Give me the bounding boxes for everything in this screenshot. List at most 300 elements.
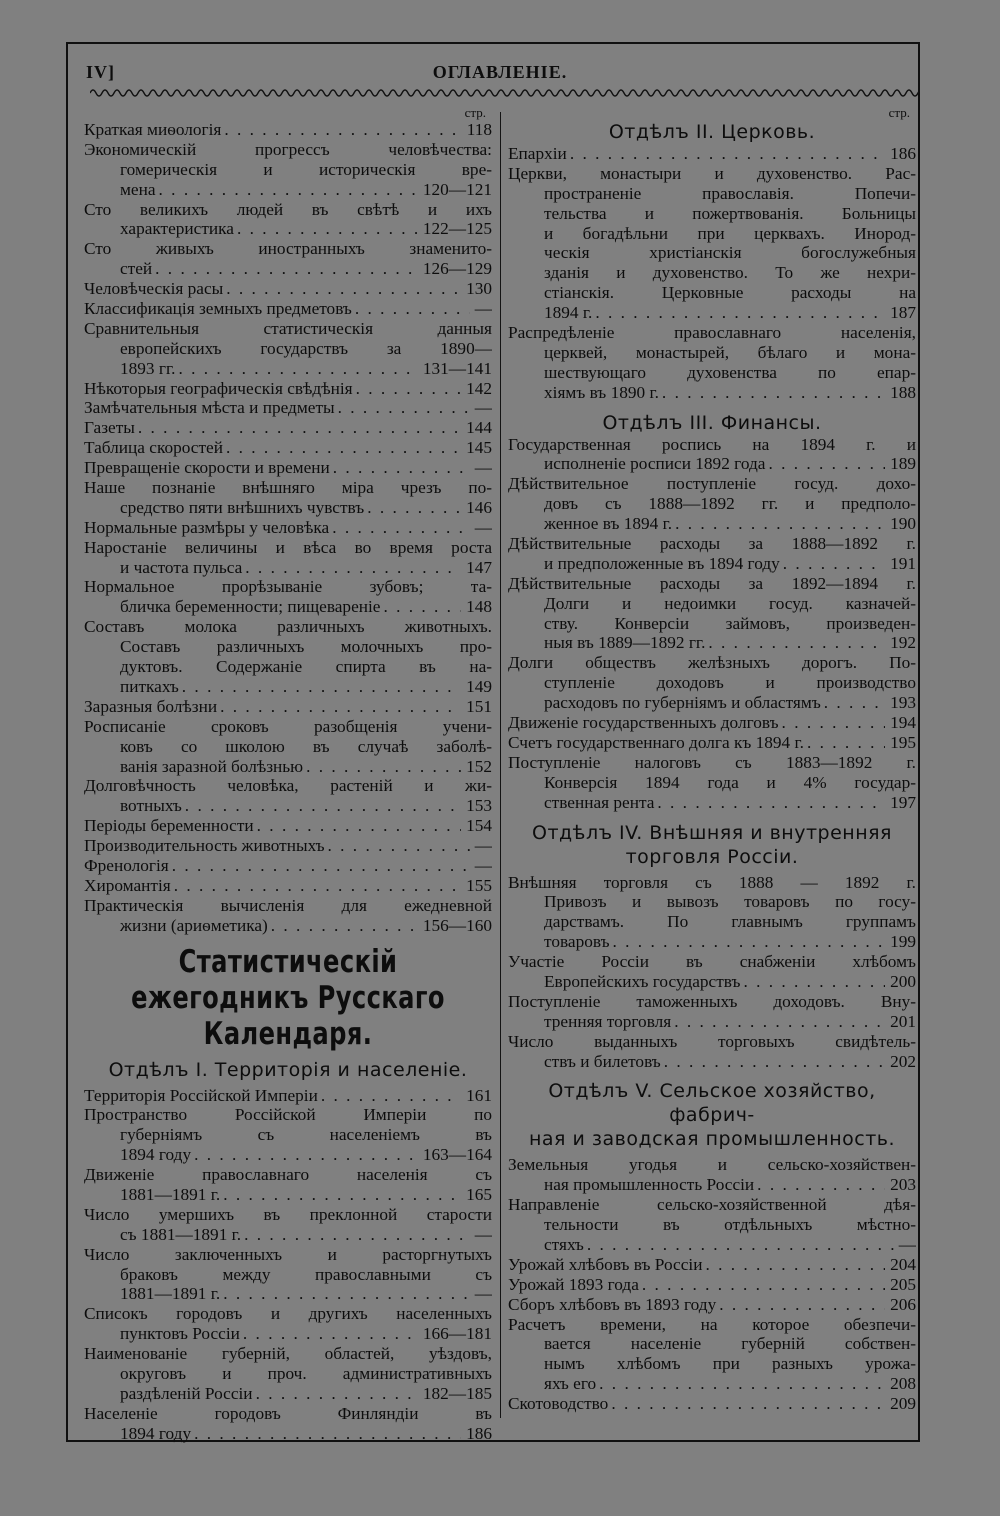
toc-page-ref: 120—121 <box>422 179 492 199</box>
toc-entry-text: Сто живыхъ иностранныхъ знаменито- <box>84 239 492 259</box>
toc-entry-text: Росписаніе сроковъ разобщенія учени- <box>84 716 492 736</box>
toc-entry-text: Замѣчательныя мѣста и предметы <box>84 398 335 418</box>
toc-entry-text: Сравнительныя статистическія данныя <box>84 318 492 338</box>
toc-entry <box>84 438 492 458</box>
toc-page-ref: 201 <box>890 1011 916 1031</box>
dot-leader <box>182 677 461 697</box>
dot-leader <box>321 1086 461 1106</box>
toc-entry-text: браковъ между православными съ <box>120 1264 492 1284</box>
toc-entry <box>508 952 916 992</box>
toc-entry-text: бличка беременности; пищевареніе <box>120 597 381 617</box>
toc-entry <box>508 992 916 1032</box>
toc-entry-text: питкахъ <box>120 676 179 696</box>
toc-entry-text: Число заключенныхъ и расторгнутыхъ <box>84 1244 492 1264</box>
running-title: ОГЛАВЛЕНІЕ. <box>432 62 568 82</box>
toc-list-section-4 <box>508 873 916 1072</box>
toc-entry <box>84 856 492 876</box>
toc-page-ref: 205 <box>890 1274 916 1294</box>
toc-entry-text: Долговѣчность человѣка, растеній и жи- <box>84 776 492 796</box>
toc-entry-text: пространеніе православія. Попечи- <box>544 183 916 203</box>
left-column <box>84 106 492 1444</box>
toc-entry <box>84 518 492 538</box>
toc-page-ref: 190 <box>890 514 916 534</box>
toc-entry <box>84 1344 492 1404</box>
toc-entry <box>84 120 492 140</box>
toc-entry-text: Земельныя угодья и сельско-хозяйствен- <box>508 1155 916 1175</box>
dot-leader <box>174 876 461 896</box>
toc-entry-text: Таблица скоростей <box>84 438 223 458</box>
toc-entry-text: Урожай хлѣбовъ въ Россіи <box>508 1254 703 1274</box>
toc-entry <box>508 733 916 753</box>
dot-leader <box>570 144 885 164</box>
toc-page-ref: 189 <box>890 454 916 474</box>
toc-page-ref: — <box>474 517 492 537</box>
toc-entry-text: Списокъ городовъ и другихъ населенныхъ <box>84 1304 492 1324</box>
section-heading-5 <box>508 1079 916 1151</box>
dot-leader <box>338 398 470 418</box>
toc-entry <box>84 1404 492 1444</box>
dot-leader <box>719 1295 885 1315</box>
toc-entry-text: церквей, монастырей, бѣлаго и мона- <box>544 342 916 362</box>
toc-entry-text: тельности въ отдѣльныхъ мѣстно- <box>544 1215 916 1235</box>
toc-entry <box>508 1255 916 1275</box>
page-label-right: стр. <box>888 105 910 120</box>
toc-entry-text: округовъ и проч. административныхъ <box>120 1363 492 1383</box>
page-number: IV] <box>86 62 115 82</box>
toc-entry-text: стяхъ <box>544 1234 584 1254</box>
toc-entry <box>508 1155 916 1195</box>
toc-entry <box>508 873 916 953</box>
toc-page-ref: 199 <box>890 932 916 952</box>
toc-page-ref: — <box>474 1284 492 1304</box>
toc-entry <box>84 538 492 578</box>
toc-page-ref: 131—141 <box>422 358 492 378</box>
toc-entry-text: средство пяти внѣшнихъ чувствъ <box>120 497 365 517</box>
toc-entry <box>508 323 916 403</box>
dot-leader <box>226 438 461 458</box>
toc-page-ref: 155 <box>466 875 492 895</box>
toc-page-ref: 163—164 <box>422 1145 492 1165</box>
toc-page-ref: 166—181 <box>422 1324 492 1344</box>
toc-entry <box>84 1304 492 1344</box>
toc-entry-text: Превращеніе скорости и времени <box>84 458 330 478</box>
dot-leader <box>642 1275 885 1295</box>
toc-entry-text: Производительность животныхъ <box>84 836 325 856</box>
toc-page-ref: 203 <box>890 1175 916 1195</box>
toc-entry-text: Наименованіе губерній, областей, уѣздовъ, <box>84 1344 492 1364</box>
dot-leader <box>599 1374 885 1394</box>
toc-entry <box>84 299 492 319</box>
dot-leader <box>782 713 886 733</box>
dot-leader <box>155 259 418 279</box>
yearbook-title <box>129 944 447 1052</box>
toc-entry <box>508 574 916 654</box>
dot-leader <box>237 219 418 239</box>
toc-page-ref: 194 <box>890 713 916 733</box>
toc-entry <box>84 836 492 856</box>
toc-entry-text: ступленіе доходовъ и производство <box>544 673 916 693</box>
dot-leader <box>224 120 461 140</box>
toc-entry <box>84 1105 492 1165</box>
toc-entry-text: Френологія <box>84 855 169 875</box>
toc-page-ref: 144 <box>466 418 492 438</box>
toc-entry <box>84 319 492 379</box>
toc-entry-text: яхъ его <box>544 1374 597 1394</box>
yearbook-title-line1: Статистическій ежегодникъ Русскаго <box>131 943 445 1016</box>
toc-entry-text: жизни (ариѳметика) <box>120 915 268 935</box>
toc-entry-text: Движеніе государственныхъ долговъ <box>508 713 779 733</box>
toc-entry <box>508 753 916 813</box>
toc-page-ref: 206 <box>890 1294 916 1314</box>
toc-entry <box>508 1295 916 1315</box>
dot-leader <box>355 299 470 319</box>
toc-entry-text: Долги и недоимки госуд. казначей- <box>544 593 916 613</box>
toc-entry <box>84 577 492 617</box>
toc-entry <box>84 200 492 240</box>
toc-entry <box>508 1315 916 1395</box>
toc-entry-text: ственная рента <box>544 792 655 812</box>
toc-page-ref: 151 <box>466 696 492 716</box>
toc-entry-text: характеристика <box>120 219 234 239</box>
toc-page-ref: — <box>474 398 492 418</box>
dot-leader <box>611 1394 885 1414</box>
toc-entry-text: зданія и духовенство. То же нехри- <box>544 263 916 283</box>
toc-entry-text: Краткая миѳологія <box>84 120 222 139</box>
toc-page-ref: 146 <box>466 497 492 517</box>
dot-leader <box>172 856 470 876</box>
toc-entry <box>84 379 492 399</box>
toc-page-ref: 142 <box>466 378 492 398</box>
section-heading-5-line2: ная и заводская промышленность. <box>528 1128 896 1151</box>
section-heading-3: Отдѣлъ III. Финансы. <box>602 411 822 434</box>
toc-entry <box>84 776 492 816</box>
toc-page-ref: 182—185 <box>422 1383 492 1403</box>
toc-entry-text: Нѣкоторыя географическія свѣдѣнія <box>84 378 353 398</box>
toc-entry <box>84 1086 492 1106</box>
toc-entry-text: и богадѣльни при церквахъ. Инород- <box>544 223 916 243</box>
dot-leader <box>768 454 885 474</box>
dot-leader <box>223 1284 470 1304</box>
dot-leader <box>356 379 461 399</box>
toc-page-ref: 130 <box>466 279 492 299</box>
toc-entry-text: мена <box>120 179 156 199</box>
toc-page-ref: 197 <box>890 792 916 812</box>
toc-entry-text: Число выданныхъ торговыхъ свидѣтель- <box>508 1031 916 1051</box>
toc-entry <box>508 713 916 733</box>
toc-entry-text: Наше познаніе внѣшняго міра чрезъ по- <box>84 478 492 498</box>
toc-page-ref: 154 <box>466 816 492 836</box>
toc-entry-text: Урожай 1893 года <box>508 1274 639 1294</box>
toc-entry-text: Заразныя болѣзни <box>84 696 218 716</box>
toc-entry-text: вотныхъ <box>120 796 182 816</box>
dot-leader <box>223 1185 461 1205</box>
toc-entry-text: довъ съ 1888—1892 гг. и предполо- <box>544 494 916 514</box>
toc-page-ref: — <box>474 1224 492 1244</box>
toc-entry-text: дуктовъ. Содержаніе спирта въ на- <box>120 657 492 677</box>
toc-entry-text: раздѣленій Россіи <box>120 1383 253 1403</box>
toc-entry-text: съ 1881—1891 г. <box>120 1224 242 1244</box>
toc-entry-text: 1894 году <box>120 1145 192 1165</box>
toc-page-ref: 209 <box>890 1394 916 1414</box>
toc-page-ref: 186 <box>466 1423 492 1443</box>
toc-entry <box>84 478 492 518</box>
toc-entry-text: Государственная роспись на 1894 г. и <box>508 434 916 454</box>
toc-entry-text: Внѣшняя торговля съ 1888 — 1892 г. <box>508 872 916 892</box>
toc-entry <box>84 816 492 836</box>
toc-page-ref: 193 <box>890 693 916 713</box>
section-heading-4-line2: торговля Россіи. <box>625 845 799 868</box>
toc-page-ref: 145 <box>466 438 492 458</box>
dot-leader <box>185 796 461 816</box>
toc-page-ref: 156—160 <box>422 915 492 935</box>
dot-leader <box>256 1384 418 1404</box>
toc-entry-text: Человѣческія расы <box>84 279 224 299</box>
dot-leader <box>138 418 461 438</box>
dot-leader <box>383 597 461 617</box>
toc-entry-text: 1894 году <box>120 1423 192 1443</box>
yearbook-title-line2: Календаря. <box>203 1015 373 1052</box>
column-divider <box>500 112 501 1418</box>
toc-entry <box>84 876 492 896</box>
dot-leader <box>705 1255 885 1275</box>
dot-leader <box>657 793 885 813</box>
toc-entry <box>84 279 492 299</box>
dot-leader <box>613 932 886 952</box>
dot-leader <box>257 816 461 836</box>
toc-entry-text: и частота пульса <box>120 557 243 577</box>
toc-entry-text: гомерическія и историческія вре- <box>120 159 492 179</box>
toc-entry-text: Населеніе городовъ Финляндіи въ <box>84 1403 492 1423</box>
toc-page-ref: 188 <box>890 382 916 402</box>
toc-entry-text: губерніямъ съ населеніемъ въ <box>120 1125 492 1145</box>
toc-entry <box>84 1245 492 1305</box>
toc-entry-text: Поступленіе налоговъ съ 1883—1892 г. <box>508 752 916 772</box>
toc-page-ref: — <box>474 855 492 875</box>
toc-entry-text: Классификація земныхъ предметовъ <box>84 299 352 319</box>
dot-leader <box>674 1012 885 1032</box>
toc-entry-text: ческія христіанскія богослужебныя <box>544 243 916 263</box>
toc-entry <box>508 653 916 713</box>
toc-entry-text: Періоды беременности <box>84 816 254 836</box>
toc-page-ref: 195 <box>890 732 916 752</box>
section-heading-2: Отдѣлъ II. Церковь. <box>608 121 816 143</box>
dot-leader <box>743 972 885 992</box>
toc-list-section-2 <box>508 144 916 403</box>
toc-entry-text: Хиромантія <box>84 875 171 895</box>
toc-entry-text: Составъ различныхъ молочныхъ про- <box>120 637 492 657</box>
toc-page-ref: 152 <box>466 756 492 776</box>
toc-list-general <box>84 120 492 936</box>
dot-leader <box>194 1424 461 1444</box>
toc-entry <box>84 617 492 697</box>
toc-entry-text: Конверсія 1894 года и 4% государ- <box>544 772 916 792</box>
toc-entry-text: ствъ и билетовъ <box>544 1051 661 1071</box>
toc-page-ref: 147 <box>466 557 492 577</box>
toc-entry-text: Наростаніе величины и вѣса во время роста <box>84 537 492 557</box>
toc-entry <box>508 1032 916 1072</box>
toc-entry-text: Нормальные размѣры у человѣка <box>84 517 330 537</box>
toc-page-ref: 204 <box>890 1254 916 1274</box>
dot-leader <box>333 458 470 478</box>
toc-entry-text: Дѣйствительные расходы за 1892—1894 г. <box>508 573 916 593</box>
toc-entry <box>508 1394 916 1414</box>
toc-list-section-3 <box>508 435 916 813</box>
dot-leader <box>587 1235 894 1255</box>
toc-entry <box>508 1195 916 1255</box>
toc-entry-text: 1881—1891 г. <box>120 1184 221 1204</box>
dot-leader <box>243 1324 418 1344</box>
toc-entry <box>508 534 916 574</box>
toc-entry-text: Распредѣленіе православнаго населенія, <box>508 323 916 343</box>
dot-leader <box>332 518 470 538</box>
toc-entry-text: ныя въ 1889—1892 гг. <box>544 633 706 653</box>
section-heading-1: Отдѣлъ I. Территорія и населеніе. <box>108 1058 468 1081</box>
toc-entry-text: товаровъ <box>544 932 610 952</box>
dot-leader <box>194 1145 418 1165</box>
toc-page-ref: — <box>474 458 492 478</box>
toc-list-section-5 <box>508 1155 916 1414</box>
toc-entry-text: Поступленіе таможенныхъ доходовъ. Вну- <box>508 991 916 1011</box>
toc-page-ref: 149 <box>466 676 492 696</box>
toc-entry-text: Привозъ и вывозъ товаровъ по госу- <box>544 892 916 912</box>
toc-entry <box>84 398 492 418</box>
toc-page-ref: 186 <box>890 144 916 163</box>
dot-leader <box>226 279 461 299</box>
toc-entry-text: Пространство Россійской Имперіи по <box>84 1105 492 1125</box>
toc-entry-text: ванія заразной болѣзнью <box>120 756 304 776</box>
toc-entry-text: пунктовъ Россіи <box>120 1324 240 1344</box>
toc-entry-text: Экономическій прогрессъ человѣчества: <box>84 139 492 159</box>
toc-page-ref: 187 <box>890 303 916 323</box>
toc-entry-text: Практическія вычисленія для ежедневной <box>84 895 492 915</box>
toc-entry-text: стіанскія. Церковные расходы на <box>544 283 916 303</box>
dot-leader <box>244 1225 470 1245</box>
ornamental-wave-rule <box>90 86 920 100</box>
toc-entry-text: ная промышленность Россіи <box>544 1175 755 1195</box>
toc-entry-text: Число умершихъ въ преклонной старости <box>84 1204 492 1224</box>
dot-leader <box>675 514 885 534</box>
toc-entry-text: нымъ хлѣбомъ при разныхъ урожа- <box>544 1354 916 1374</box>
toc-page-ref: 153 <box>466 796 492 816</box>
toc-entry-text: ковъ со школою въ случаѣ заболѣ- <box>120 736 492 756</box>
section-heading-4-line1: Отдѣлъ IV. Внѣшняя и внутренняя <box>532 821 892 844</box>
toc-list-section-1 <box>84 1086 492 1444</box>
toc-entry-text: тренняя торговля <box>544 1011 672 1031</box>
toc-page-ref: 202 <box>890 1051 916 1071</box>
dot-leader <box>178 359 417 379</box>
toc-entry <box>84 697 492 717</box>
toc-entry-text: вается населеніе губерній собствен- <box>544 1334 916 1354</box>
toc-page-ref: 165 <box>466 1184 492 1204</box>
toc-entry-text: Счетъ государственнаго долга къ 1894 г. <box>508 732 804 752</box>
toc-entry-text: Долги обществъ желѣзныхъ дорогъ. По- <box>508 653 916 673</box>
right-column <box>508 106 916 1414</box>
dot-leader <box>757 1175 885 1195</box>
toc-entry-text: ству. Конверсіи займовъ, произведен- <box>544 613 916 633</box>
toc-entry <box>84 239 492 279</box>
toc-entry-text: Нормальное прорѣзываніе зубовъ; та- <box>84 577 492 597</box>
toc-entry-text: Дѣйствительное поступленіе госуд. дохо- <box>508 474 916 494</box>
toc-entry-text: и предположенные въ 1894 году <box>544 553 780 573</box>
toc-entry <box>84 717 492 777</box>
toc-entry-text: Епархіи <box>508 144 567 163</box>
toc-entry-text: Участіе Россіи въ снабженіи хлѣбомъ <box>508 952 916 972</box>
toc-entry-text: Направленіе сельско-хозяйственной дѣя- <box>508 1195 916 1215</box>
toc-entry-text: расходовъ по губерніямъ и областямъ <box>544 693 821 713</box>
toc-entry-text: Газеты <box>84 418 135 438</box>
toc-entry-text: европейскихъ государствъ за 1890— <box>120 338 492 358</box>
toc-entry-text: Движеніе православнаго населенія съ <box>84 1165 492 1185</box>
toc-entry-text: тельства и пожертвованія. Больницы <box>544 203 916 223</box>
toc-entry-text: Скотоводство <box>508 1394 609 1414</box>
dot-leader <box>306 757 461 777</box>
dot-leader <box>367 498 461 518</box>
toc-entry <box>508 1275 916 1295</box>
toc-entry-text: Территорія Россійской Имперіи <box>84 1085 318 1105</box>
toc-page-ref: 192 <box>890 633 916 653</box>
dot-leader <box>783 554 885 574</box>
toc-entry-text: 1893 гг. <box>120 358 176 378</box>
toc-page-ref: 118 <box>466 120 492 139</box>
toc-entry <box>84 896 492 936</box>
dot-leader <box>159 180 418 200</box>
toc-entry <box>508 144 916 164</box>
toc-entry-text: исполненіе росписи 1892 года <box>544 454 766 474</box>
toc-page-ref: 200 <box>890 971 916 991</box>
toc-entry-text: Дѣйствительные расходы за 1888—1892 г. <box>508 534 916 554</box>
toc-entry <box>84 1205 492 1245</box>
toc-page-ref: 191 <box>890 553 916 573</box>
dot-leader <box>824 693 885 713</box>
dot-leader <box>271 916 418 936</box>
dot-leader <box>245 558 461 578</box>
dot-leader <box>664 1052 885 1072</box>
toc-entry-text: Сборъ хлѣбовъ въ 1893 году <box>508 1294 717 1314</box>
toc-entry-text: Церкви, монастыри и духовенство. Рас- <box>508 163 916 183</box>
toc-entry-text: шествующаго духовенства по епар- <box>544 362 916 382</box>
section-heading-4 <box>508 821 916 869</box>
toc-page-ref: 208 <box>890 1374 916 1394</box>
toc-entry-text: Европейскихъ государствъ <box>544 971 741 991</box>
toc-entry <box>508 164 916 323</box>
toc-page-ref: — <box>474 836 492 856</box>
toc-entry-text: Расчетъ времени, на которое обезпечи- <box>508 1314 916 1334</box>
dot-leader <box>328 836 470 856</box>
toc-entry-text: 1881—1891 г. <box>120 1284 221 1304</box>
toc-entry <box>84 458 492 478</box>
toc-entry <box>84 140 492 200</box>
toc-entry <box>84 1165 492 1205</box>
toc-entry-text: хіямъ въ 1890 г. <box>544 382 659 402</box>
dot-leader <box>220 697 461 717</box>
toc-entry-text: дарствамъ. По главнымъ группамъ <box>544 912 916 932</box>
section-heading-5-line1: Отдѣлъ V. Сельское хозяйство, фабрич- <box>548 1080 876 1127</box>
toc-page-ref: — <box>898 1234 916 1254</box>
toc-entry-text: Составъ молока различныхъ животныхъ. <box>84 617 492 637</box>
toc-entry <box>84 418 492 438</box>
dot-leader <box>595 303 885 323</box>
toc-entry <box>508 435 916 475</box>
toc-page-ref: 148 <box>466 597 492 617</box>
toc-page-ref: 161 <box>466 1085 492 1105</box>
toc-page-ref: — <box>474 299 492 319</box>
toc-entry-text: 1894 г. <box>544 303 593 323</box>
toc-entry-text: стей <box>120 259 153 279</box>
dot-leader <box>807 733 885 753</box>
toc-entry <box>508 474 916 534</box>
dot-leader <box>662 383 885 403</box>
dot-leader <box>708 633 885 653</box>
